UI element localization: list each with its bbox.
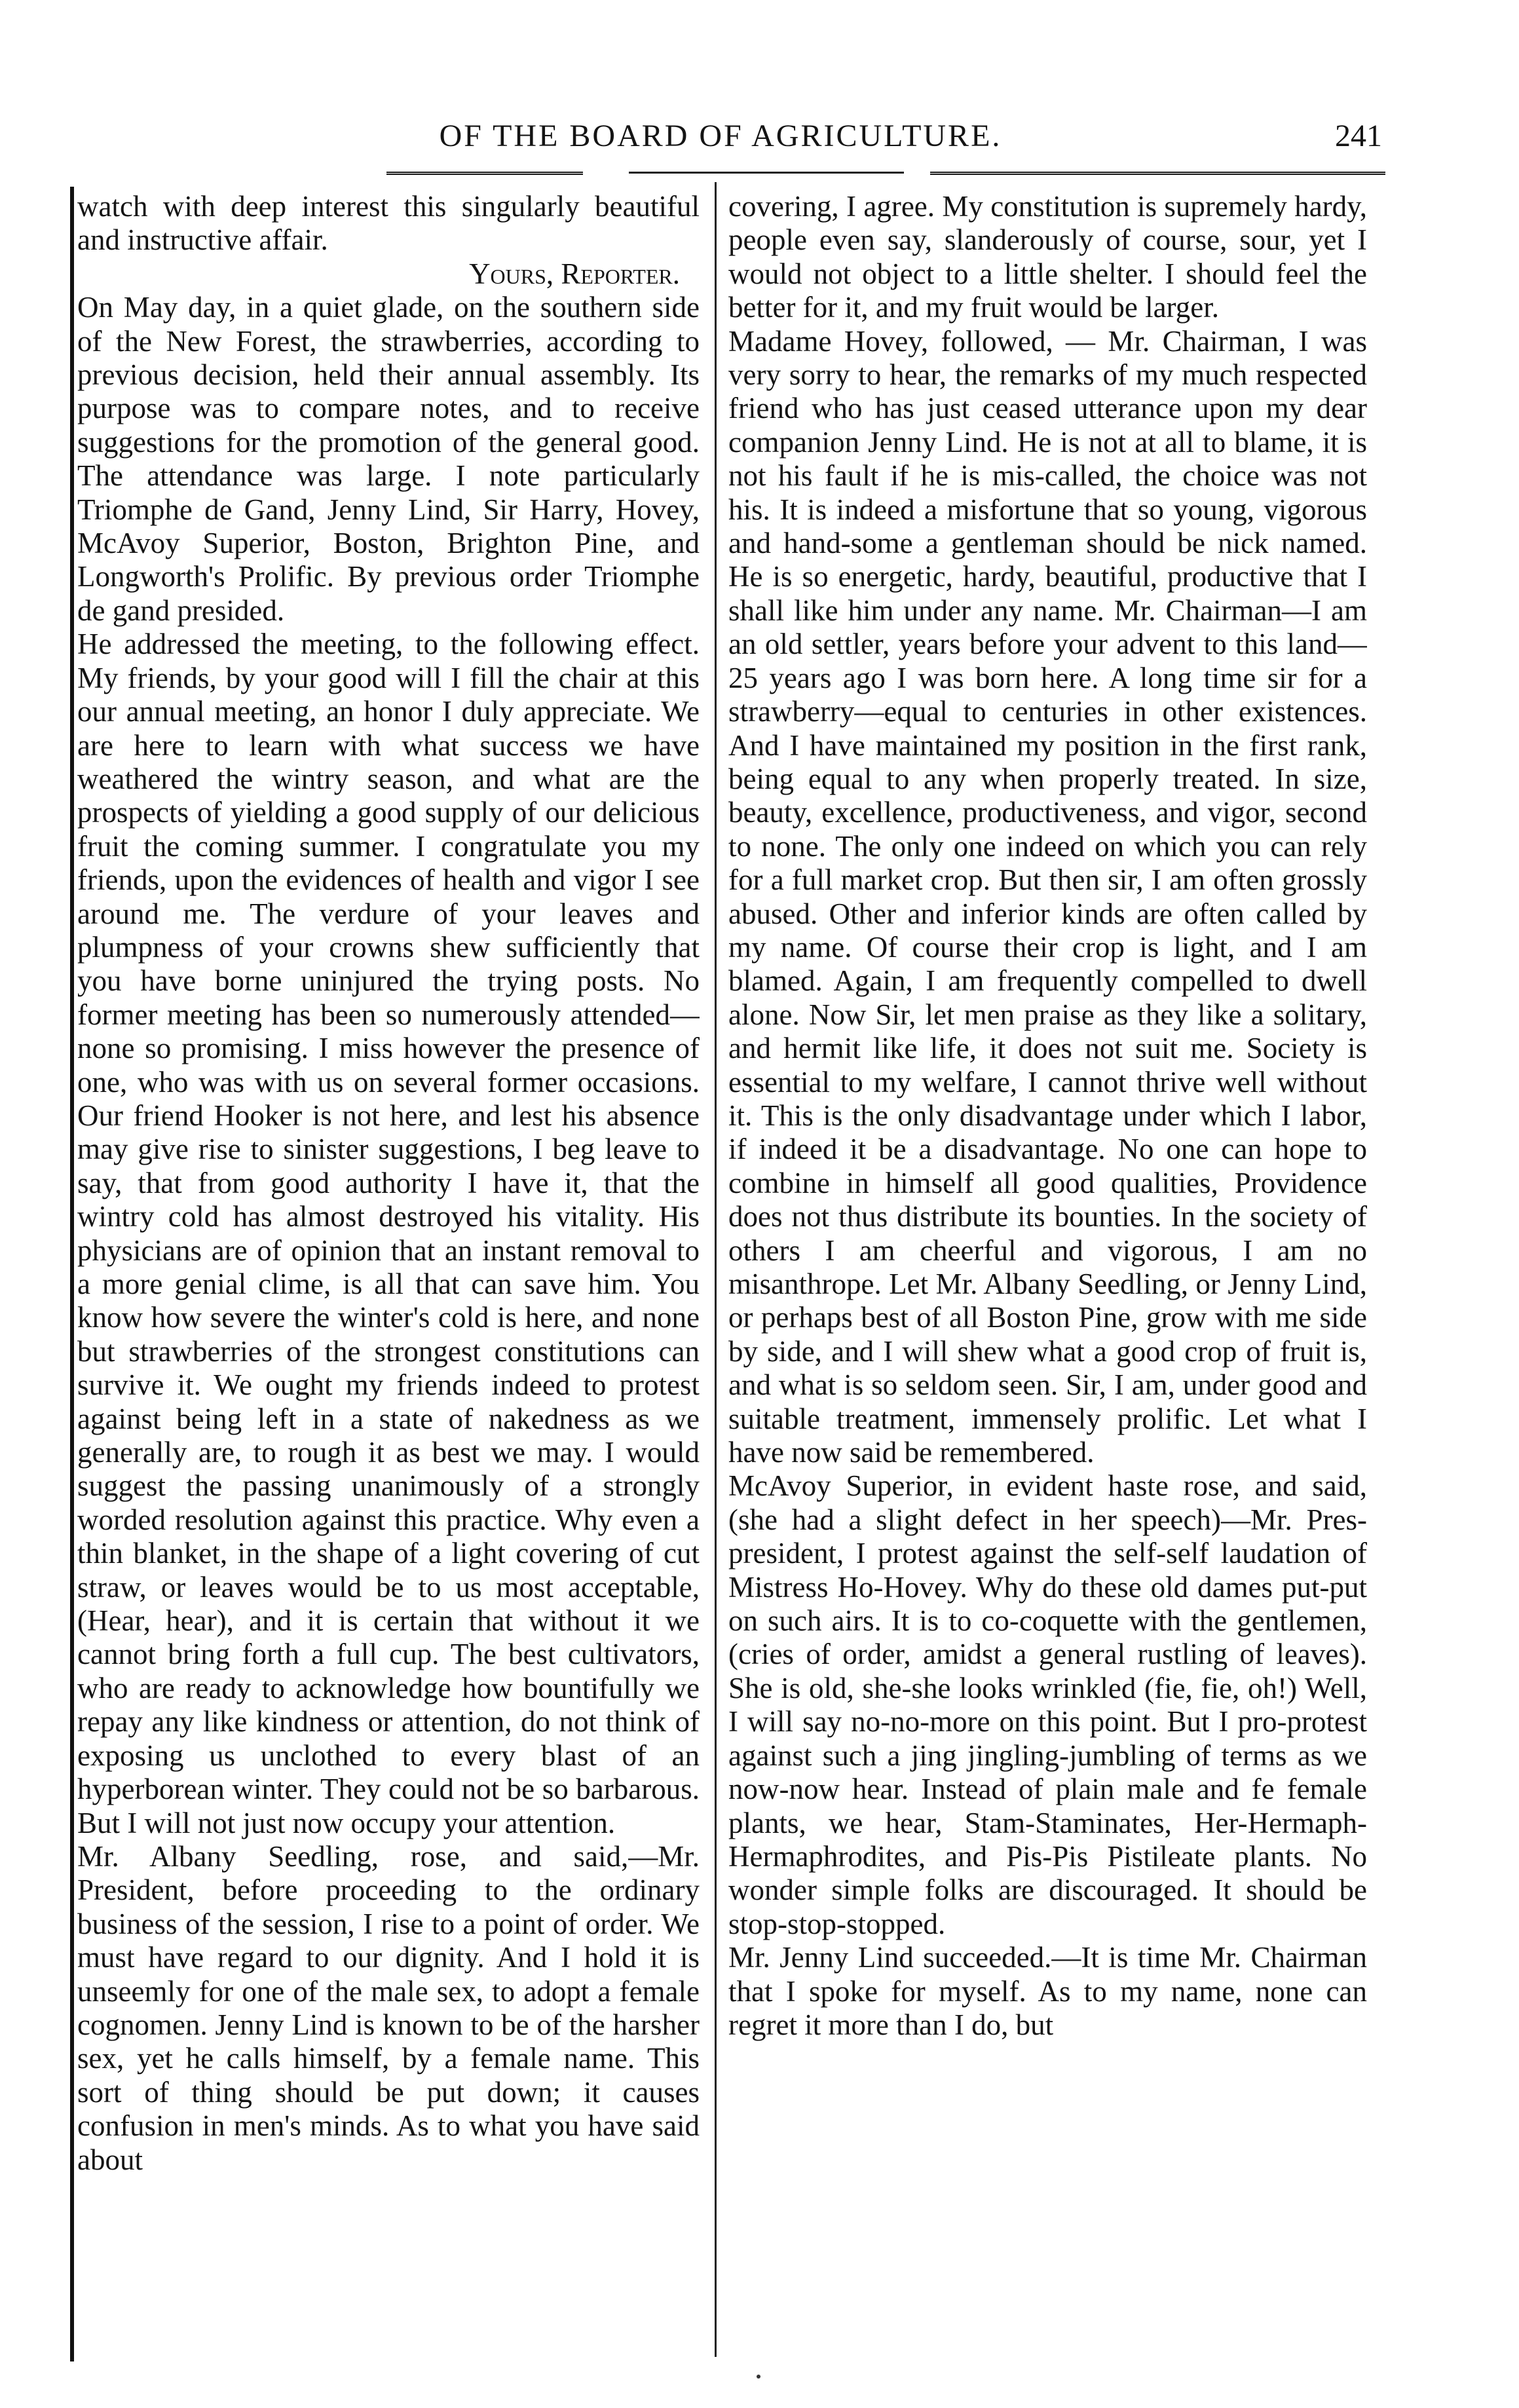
paragraph-covering: covering, I agree. My constitution is supremely hardy, people even say, slanderously of course, sour, yet I would not object to a little shelter. I should feel the better for it, and my fruit would be larger. xyxy=(728,190,1367,324)
paragraph-albany-seedling: Mr. Albany Seedling, rose, and said,—Mr. President, before proceeding to the ordinary business of the session, I rise to a point of order. We must have regard to our dignity. And I hold it is unseemly for one of the male sex, to adopt a female cognomen. Jenny Lind is known to be of the harsher sex, yet he calls himself, by a female name. This sort of thing should be put down; it causes confusion in men's minds. As to what you have said about xyxy=(77,1839,700,2176)
ink-speck xyxy=(757,2375,760,2379)
running-title: OF THE BOARD OF AGRICULTURE. xyxy=(439,119,1002,153)
left-opening-text: watch with deep interest this singularly beautiful and instructive affair. xyxy=(77,190,700,257)
header-rule-middle xyxy=(629,172,904,174)
paragraph-may-day: On May day, in a quiet glade, on the southern side of the New Forest, the strawberries, according to previous decision, held their annual assembly. Its purpose was to compare notes, and to receive suggestions for the promotion of the general good. The attendance was large. I note particularly Triomphe de Gand, Jenny Lind, Sir Harry, Hovey, McAvoy Superior, Boston, Brighton Pine, and Longworth's Prolific. By previous order Triomphe de gand presided. xyxy=(77,291,700,627)
header-rule-right xyxy=(930,172,1385,175)
page-number: 241 xyxy=(1335,119,1382,153)
signoff-reporter: Yours, Reporter. xyxy=(469,257,680,290)
right-column xyxy=(728,190,1367,2365)
binding-edge xyxy=(70,187,74,2361)
paragraph-jenny-lind: Mr. Jenny Lind succeeded.—It is time Mr. Chairman that I spoke for myself. As to my name, none can regret it more than I do, but xyxy=(728,1941,1367,2041)
page-header xyxy=(0,117,1519,162)
paragraph-president-address: He addressed the meeting, to the following effect. My friends, by your good will I fill the chair at this our annual meeting, an honor I duly appreciate. We are here to learn with what success we have weathered the wintry season, and what are the prospects of yielding a good supply of our delicious fruit the coming summer. I congratulate you my friends, upon the evidences of health and vigor I see around me. The verdure of your leaves and plumpness of your crowns shew sufficiently that you have borne uninjured the trying posts. No former meeting has been so numerously attended—none so promising. I miss however the presence of one, who was with us on several former occasions. Our friend Hooker is not here, and lest his absence may give rise to sinister suggestions, I beg leave to say, that from good authority I have it, that the wintry cold has almost destroyed his vitality. His physicians are of opinion that an instant removal to a more genial clime, is all that can save him. You know how severe the winter's cold is here, and none but strawberries of the strongest constitutions can survive it. We ought my friends indeed to protest against being left in a state of nakedness as we generally are, to rough it as best we may. I would suggest the passing unanimously of a strongly worded resolution against this practice. Why even a thin blanket, in the shape of a light covering of cut straw, or leaves would be to us most acceptable, (Hear, hear), and it is certain that without it we cannot bring forth a full cup. The best cultivators, who are ready to acknowledge how bountifully we repay any like kindness or attention, do not think of exposing us unclothed to every blast of an hyperborean winter. They could not be so barbarous. But I will not just now occupy your attention. xyxy=(77,628,700,1839)
paragraph-mcavoy-superior: McAvoy Superior, in evident haste rose, and said, (she had a slight defect in her speech)—Mr. Pres-president, I protest against the self-self laudation of Mistress Ho-Hovey. Why do these old dames put-put on such airs. It is to co-coquette with the gentlemen, (cries of order, amidst a general rustling of leaves). She is old, she-she looks wrinkled (fie, fie, oh!) Well, I will say no-no-more on this point. But I pro-protest against such a jing jingling-jumbling of terms as we now-now hear. Instead of plain male and fe female plants, we hear, Stam-Staminates, Her-Hermaph-Hermaphrodites, and Pis-Pis Pistileate plants. No wonder simple folks are discouraged. It should be stop-stop-stopped. xyxy=(728,1469,1367,1940)
column-divider xyxy=(715,182,717,2357)
header-rule-left xyxy=(386,172,583,175)
paragraph-madame-hovey: Madame Hovey, followed, — Mr. Chairman, I was very sorry to hear, the remarks of my much respected friend who has just ceased utterance upon my dear companion Jenny Lind. He is not at all to blame, it is not his fault if he is mis-called, the choice was not his. It is indeed a misfortune that so young, vigorous and hand-some a gentleman should be nick named. He is so energetic, hardy, beautiful, productive that I shall like him under any name. Mr. Chairman—I am an old settler, years before your advent to this land—25 years ago I was born here. A long time sir for a strawberry—equal to centuries in other existences. And I have maintained my position in the first rank, being equal to any when properly treated. In size, beauty, excellence, productiveness, and vigor, second to none. The only one indeed on which you can rely for a full market crop. But then sir, I am often grossly abused. Other and inferior kinds are often called by my name. Of course their crop is light, and I am blamed. Again, I am frequently compelled to dwell alone. Now Sir, let men praise as they like a solitary, and hermit like life, it does not suit me. Society is essential to my welfare, I cannot thrive well without it. This is the only disadvantage under which I labor, if indeed it be a disadvantage. No one can hope to combine in himself all good qualities, Providence does not thus distribute its bounties. In the society of others I am cheerful and vigorous, I am no misanthrope. Let Mr. Albany Seedling, or Jenny Lind, or perhaps best of all Boston Pine, grow with me side by side, and I will shew what a good crop of fruit is, and what is so seldom seen. Sir, I am, under good and suitable treatment, immensely prolific. Let what I have now said be remembered. xyxy=(728,324,1367,1469)
left-column xyxy=(77,190,700,2365)
